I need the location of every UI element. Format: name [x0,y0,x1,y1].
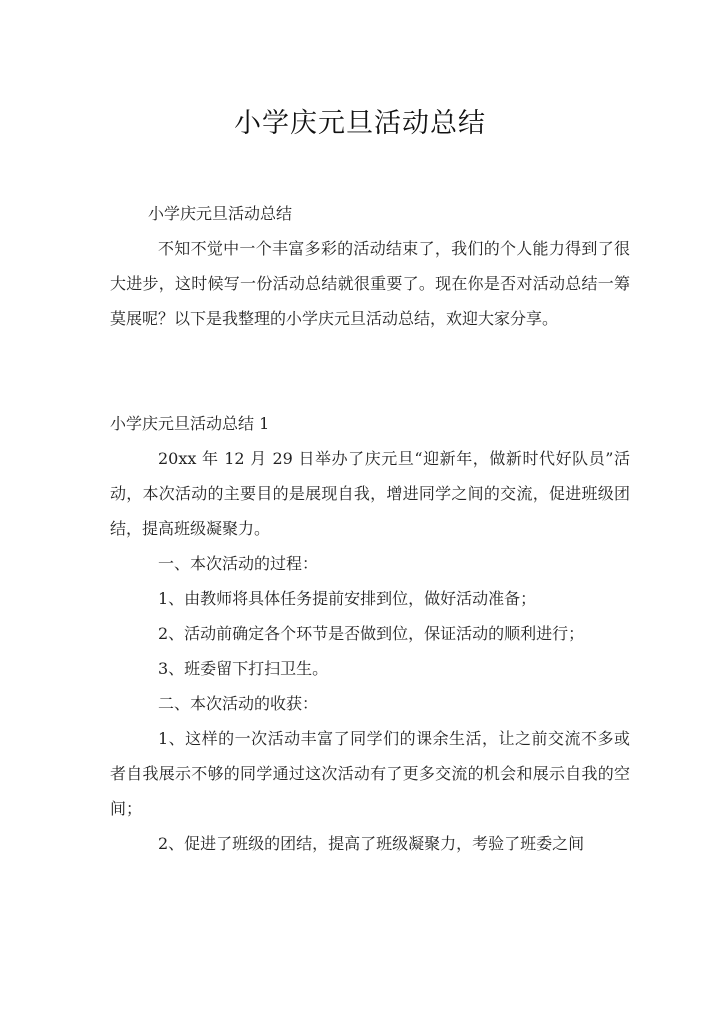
document-body [110,196,630,861]
document-subtitle: 小学庆元旦活动总结 [148,204,293,223]
body-paragraph: 2、活动前确定各个环节是否做到位，保证活动的顺利进行； [158,624,585,643]
body-paragraph: 20xx 年 12 月 29 日举办了庆元旦“迎新年，做新时代好队员”活动，本次活动的主要目的是展现自我，增进同学之间的交流，促进班级团结，提高班级凝聚力。 [110,449,630,538]
document-title: 小学庆元旦活动总结 [234,108,486,139]
body-paragraph: 二、本次活动的收获： [158,694,319,713]
intro-paragraph: 不知不觉中一个丰富多彩的活动结束了，我们的个人能力得到了很大进步，这时候写一份活动总结就很重要了。现在你是否对活动总结一筹莫展呢？以下是我整理的小学庆元旦活动总结，欢迎大家分享。 [110,239,630,328]
paragraph-gap [110,336,630,371]
body-paragraph: 1、这样的一次活动丰富了同学们的课余生活，让之前交流不多或者自我展示不够的同学通过这次活动有了更多交流的机会和展示自我的空间； [110,729,630,818]
body-paragraph: 1、由教师将具体任务提前安排到位，做好活动准备； [158,589,537,608]
body-paragraph: 一、本次活动的过程： [158,554,319,573]
section-heading: 小学庆元旦活动总结 1 [110,414,270,433]
paragraph-gap [110,371,630,406]
body-paragraph: 3、班委留下打扫卫生。 [158,659,329,678]
body-paragraph: 2、促进了班级的团结，提高了班级凝聚力，考验了班委之间 [158,834,585,853]
